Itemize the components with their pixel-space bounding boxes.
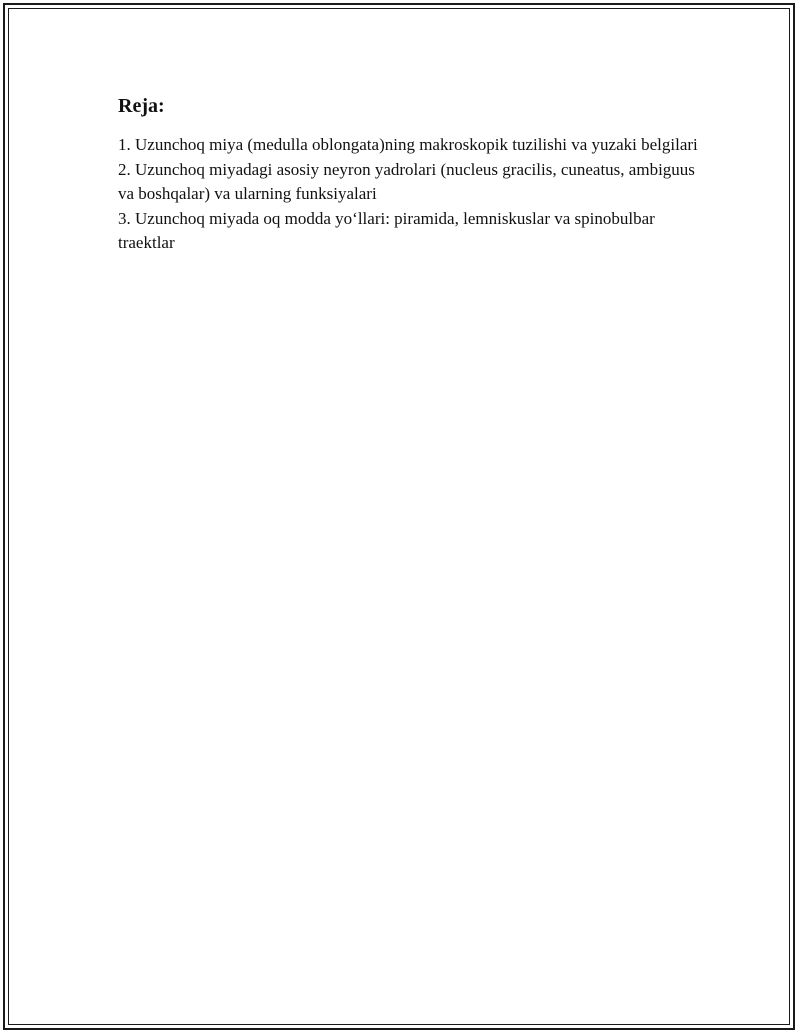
plan-item-3: 3. Uzunchoq miyada oq modda yo‘llari: piramida, lemniskuslar va spinobulbar traektlar bbox=[118, 208, 655, 252]
plan-list bbox=[118, 133, 698, 256]
plan-item-1: 1. Uzunchoq miya (medulla oblongata)ning makroskopik tuzilishi va yuzaki belgilari bbox=[118, 135, 698, 154]
plan-item-2: 2. Uzunchoq miyadagi asosiy neyron yadrolari (nucleus gracilis, cuneatus, ambiguus va boshqalar) va ularning funksiyalari bbox=[118, 159, 695, 203]
plan-heading: Reja: bbox=[118, 95, 165, 117]
document-body bbox=[118, 93, 698, 256]
